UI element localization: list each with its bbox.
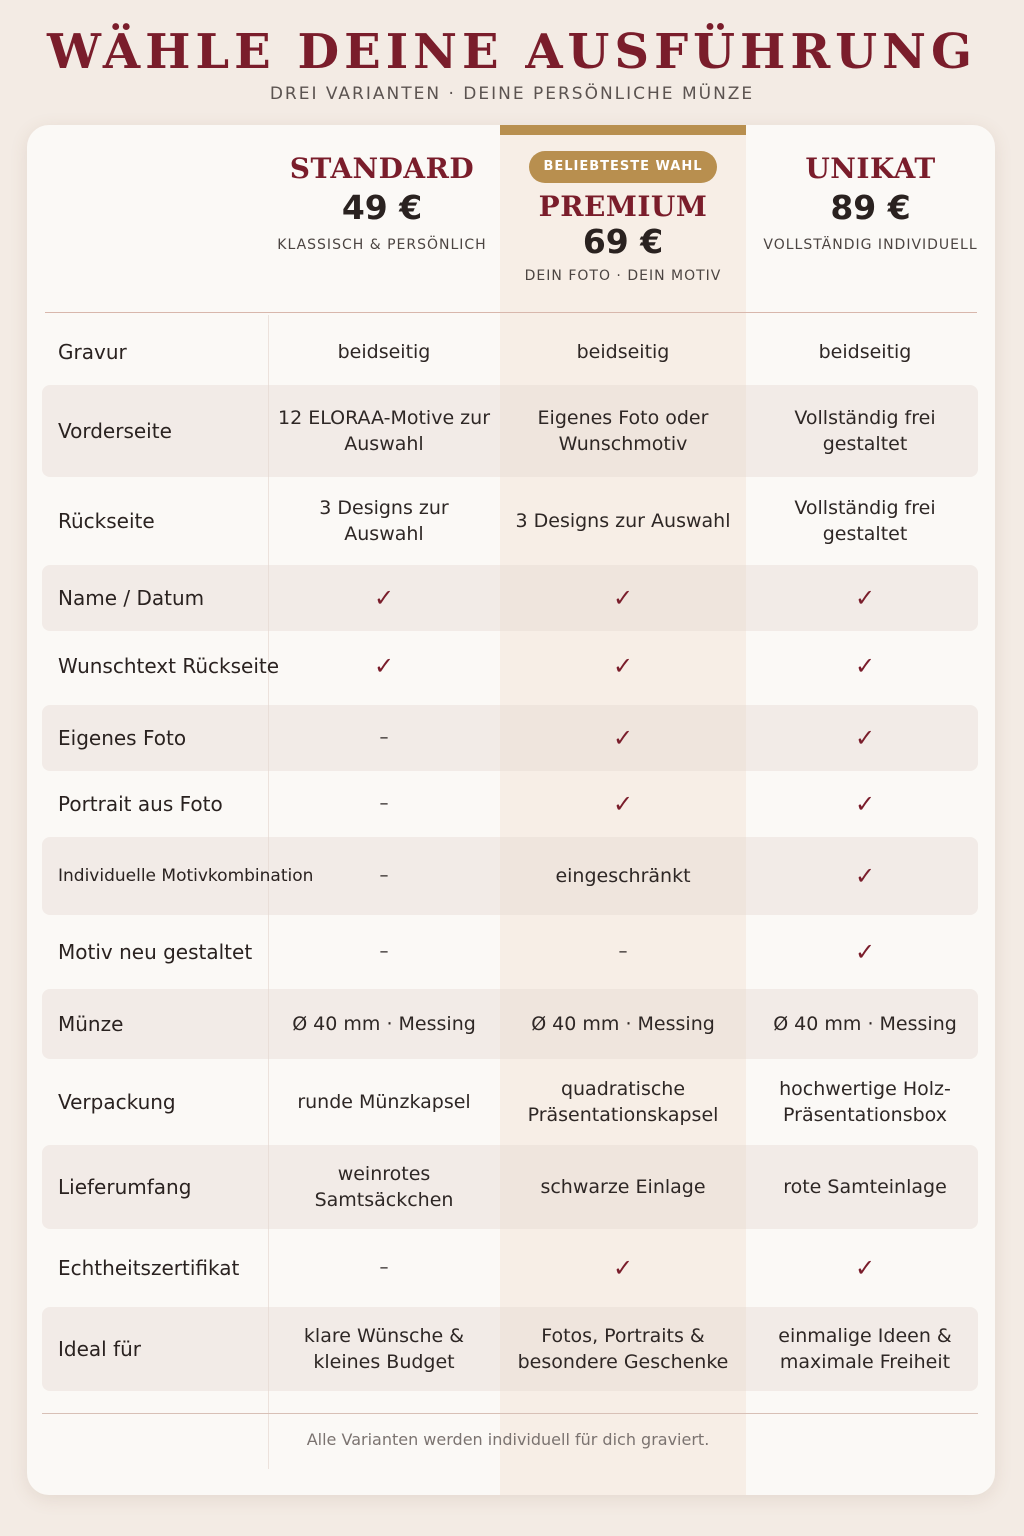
feature-cell-included: [509, 565, 737, 631]
table-row: [27, 705, 995, 771]
feature-label: Individuelle Motivkombination: [58, 866, 314, 886]
feature-cell-included: [751, 631, 979, 701]
feature-cell-included: [751, 1229, 979, 1307]
feature-cell-included: [751, 771, 979, 837]
check-icon: ✓: [854, 724, 876, 752]
table-row: [27, 837, 995, 915]
feature-cell: [277, 477, 491, 565]
feature-value: quadratische Präsentationskapsel: [527, 1078, 719, 1126]
feature-value: Eigenes Foto oder Wunschmotiv: [537, 407, 709, 455]
feature-value: Ø 40 mm · Messing: [292, 1013, 476, 1035]
footer-note: Alle Varianten werden individuell für dich graviert.: [306, 1430, 710, 1449]
check-icon: ✓: [854, 938, 876, 966]
feature-cell: [509, 1307, 737, 1391]
feature-value: hochwertige Holz-Präsentationsbox: [779, 1078, 951, 1126]
feature-cell: [509, 315, 737, 389]
feature-cell-not-included: [509, 915, 737, 989]
feature-cell: [751, 1307, 979, 1391]
plan-unikat-price: 89 €: [830, 188, 911, 227]
feature-cell-included: [751, 705, 979, 771]
feature-cell: [751, 989, 979, 1059]
feature-value: Ø 40 mm · Messing: [531, 1013, 715, 1035]
dash-icon: –: [379, 1257, 389, 1278]
check-icon: ✓: [854, 790, 876, 818]
feature-value: Ø 40 mm · Messing: [773, 1013, 957, 1035]
feature-value: beidseitig: [337, 341, 431, 363]
dash-icon: –: [379, 727, 389, 748]
feature-cell: [277, 1307, 491, 1391]
feature-value: Vollständig frei gestaltet: [794, 497, 936, 545]
feature-label: Lieferumfang: [58, 1175, 192, 1199]
table-row: [27, 1307, 995, 1391]
feature-label: Gravur: [58, 340, 127, 364]
table-row: [27, 771, 995, 837]
feature-cell-included: [751, 565, 979, 631]
feature-cell: [751, 315, 979, 389]
feature-cell: [277, 1059, 491, 1145]
feature-cell-not-included: [277, 837, 491, 915]
plan-standard-price: 49 €: [341, 188, 423, 227]
feature-cell: [751, 477, 979, 565]
feature-cell-included: [277, 565, 491, 631]
table-row: [27, 385, 995, 477]
feature-value: 3 Designs zur Auswahl: [515, 510, 731, 532]
plan-standard-description: KLASSISCH & PERSÖNLICH: [277, 237, 487, 253]
feature-cell: [509, 1145, 737, 1229]
feature-cell-included: [509, 771, 737, 837]
feature-cell: [509, 477, 737, 565]
plan-premium[interactable]: [500, 125, 746, 285]
feature-cell-included: [277, 631, 491, 701]
feature-label: Münze: [58, 1012, 124, 1036]
comparison-table: [27, 125, 995, 1495]
feature-value: Vollständig frei gestaltet: [794, 407, 936, 455]
check-icon: ✓: [612, 584, 634, 612]
table-row: [27, 915, 995, 989]
feature-label: Verpackung: [58, 1090, 176, 1114]
plan-standard-name: STANDARD: [289, 152, 475, 185]
feature-cell: [509, 1059, 737, 1145]
dash-icon: –: [618, 941, 628, 962]
feature-value: beidseitig: [818, 341, 912, 363]
feature-value: Fotos, Portraits & besondere Geschenke: [517, 1325, 729, 1373]
feature-value: schwarze Einlage: [540, 1176, 706, 1198]
feature-cell: [509, 837, 737, 915]
feature-cell-not-included: [277, 915, 491, 989]
feature-label: Ideal für: [58, 1337, 142, 1361]
feature-cell: [509, 989, 737, 1059]
feature-label: Vorderseite: [58, 419, 172, 443]
feature-cell: [277, 989, 491, 1059]
check-icon: ✓: [854, 584, 876, 612]
page-subtitle: DREI VARIANTEN · DEINE PERSÖNLICHE MÜNZE: [269, 84, 755, 104]
plan-premium-price: 69 €: [582, 222, 664, 261]
check-icon: ✓: [373, 584, 395, 612]
header-divider: [45, 312, 977, 313]
feature-cell: [751, 1059, 979, 1145]
feature-cell-included: [751, 837, 979, 915]
dash-icon: –: [379, 793, 389, 814]
check-icon: ✓: [854, 862, 876, 890]
table-row: [27, 989, 995, 1059]
dash-icon: –: [379, 941, 389, 962]
popular-badge: BELIEBTESTE WAHL: [529, 151, 716, 183]
feature-label: Echtheitszertifikat: [58, 1256, 240, 1280]
check-icon: ✓: [854, 652, 876, 680]
check-icon: ✓: [373, 652, 395, 680]
feature-cell-included: [509, 631, 737, 701]
feature-cell-included: [751, 915, 979, 989]
feature-value: klare Wünsche & kleines Budget: [303, 1325, 465, 1373]
table-row: [27, 1229, 995, 1307]
feature-value: 12 ELORAA-Motive zur Auswahl: [277, 407, 491, 455]
feature-cell-not-included: [277, 1229, 491, 1307]
plan-unikat-name: UNIKAT: [805, 152, 936, 185]
check-icon: ✓: [854, 1254, 876, 1282]
feature-cell: [277, 315, 491, 389]
plan-premium-description: DEIN FOTO · DEIN MOTIV: [524, 268, 722, 284]
table-row: [27, 1059, 995, 1145]
feature-cell: [277, 1145, 491, 1229]
feature-label: Portrait aus Foto: [58, 792, 223, 816]
feature-label: Eigenes Foto: [58, 726, 187, 750]
feature-cell-not-included: [277, 771, 491, 837]
table-row: [27, 631, 995, 701]
feature-value: beidseitig: [576, 341, 670, 363]
table-row: [27, 565, 995, 631]
plan-standard[interactable]: [264, 125, 500, 254]
footer-divider: [42, 1413, 978, 1414]
feature-value: rote Samteinlage: [783, 1176, 947, 1198]
feature-label: Wunschtext Rückseite: [58, 654, 280, 678]
table-row: [27, 315, 995, 389]
check-icon: ✓: [612, 1254, 634, 1282]
table-row: [27, 1145, 995, 1229]
feature-cell-not-included: [277, 705, 491, 771]
feature-value: runde Münzkapsel: [297, 1091, 471, 1113]
check-icon: ✓: [612, 724, 634, 752]
plan-unikat-description: VOLLSTÄNDIG INDIVIDUELL: [763, 237, 978, 253]
feature-cell: [509, 385, 737, 477]
dash-icon: –: [379, 865, 389, 886]
feature-label: Motiv neu gestaltet: [58, 940, 253, 964]
feature-cell-included: [509, 705, 737, 771]
feature-value: 3 Designs zur Auswahl: [319, 497, 449, 545]
feature-value: weinrotes Samtsäckchen: [314, 1163, 454, 1211]
feature-value: eingeschränkt: [555, 865, 691, 887]
feature-label: Rückseite: [58, 509, 155, 533]
feature-value: einmalige Ideen & maximale Freiheit: [778, 1325, 952, 1373]
table-row: [27, 477, 995, 565]
feature-cell: [277, 385, 491, 477]
feature-cell: [751, 1145, 979, 1229]
feature-label: Name / Datum: [58, 586, 205, 610]
feature-cell-included: [509, 1229, 737, 1307]
plan-unikat[interactable]: [746, 125, 995, 254]
check-icon: ✓: [612, 790, 634, 818]
plan-premium-name: PREMIUM: [538, 190, 708, 223]
feature-cell: [751, 385, 979, 477]
check-icon: ✓: [612, 652, 634, 680]
page-title: WÄHLE DEINE AUSFÜHRUNG: [47, 24, 977, 80]
